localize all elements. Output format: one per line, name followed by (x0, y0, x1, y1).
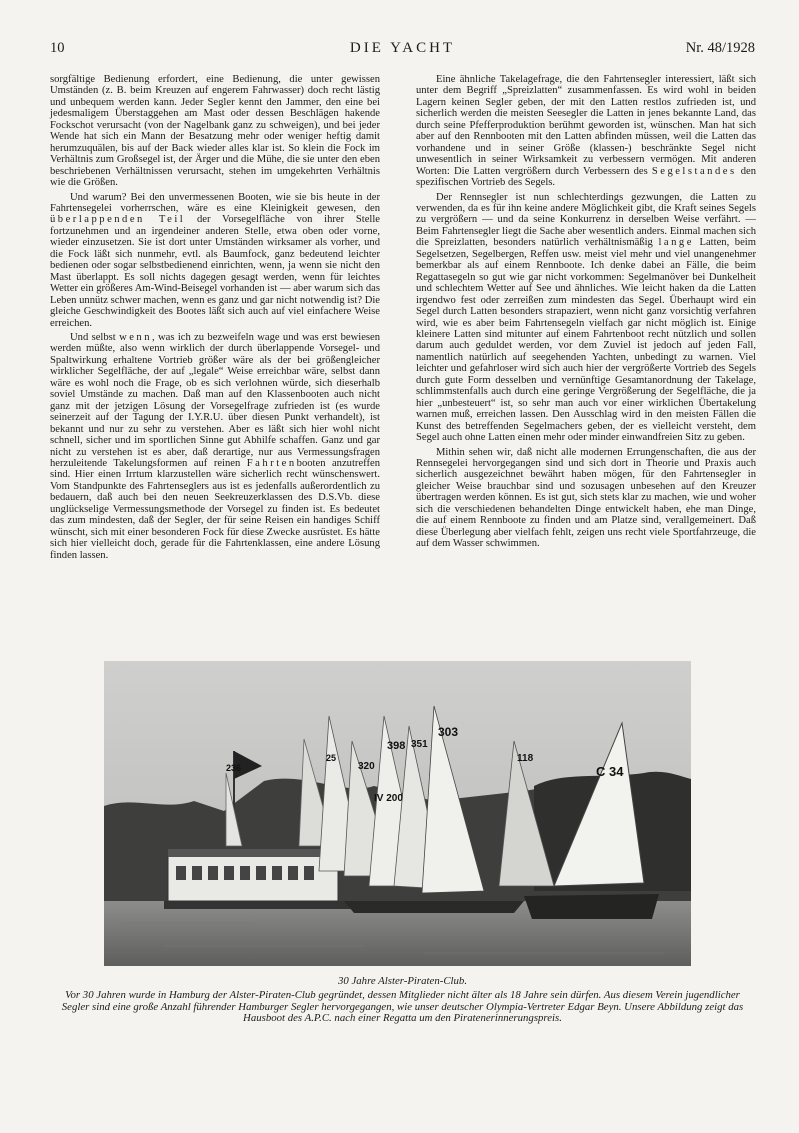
spaced-emphasis: Segelstandes (651, 165, 737, 177)
paragraph (50, 192, 380, 329)
text-run: Eine ähnliche Takelagefrage, die den Fahrtensegler interessiert, läßt sich unter dem Begriff „Spreizlatten“ zusammenfassen. Es wird wohl in beiden Lagern keinen Segler geben, der mit den Latten restlos zufrieden ist, und sicherlich werden die meisten Seesegler die Latten in jenes bekannte Land, das durch seine Pfefferproduktion berühmt geworden ist, wünschen. Man hat sich aber auf den Rennbooten mit den Latten abfinden müssen, weil die Latten das vorhandene und in seiner Größe (klassen-) beschränkte Segel nicht unwesentlich in seiner Wirksamkeit zu verbessern vermögen. Mit anderen Worten: Die Latten vergrößern durch Verbessern des (416, 74, 756, 177)
text-run: Latten, beim Segelsetzen, Segelbergen, Reffen usw. meist viel mehr und viel unangenehmer bemerkbar als auf einem Rennboote. Ich denke dabei an Fälle, die beim Regattasegeln so gut wie gar nicht vorkommen: Segelmanöver bei Dunkelheit und schlechtem Wetter auf See und ähnliches. Wie leicht haken da die Latten irgendwo fest oder zerreißen zum mindesten das Segel. Überhaupt wird ein Segel durch Latten besonders strapaziert, wenn nicht ganz vorsichtig verfahren wird, wie es aber beim Fahrtensegeln vielfach gar nicht möglich ist. Einige kleinere Latten sind mitunter auf einem Fahrtenboot recht nützlich und sollen darum auch geduldet werden, vor dem Zuviel ist jedoch auf jeden Fall, namentlich natürlich auf seegehenden Yachten, unbedingt zu warnen. Viel leichter und gefahrloser wird sich auch hier der vergrößerte Vortrieb des Segels durch gute Form desselben und vernünftige Gesamtanordnung der Takelage, schlimmstenfalls auch durch eine geringe Vergrößerung der Segelfläche, die ja hier „unbesteuert“ ist, so sehr man auch vor einer wirklichen Übertakelung warnen muß, erreichen lassen. Den Ausschlag wird in den meisten Fällen die Kunst des betreffenden Segelmachers geben, der es vielleicht versteht, dem Segel auch ohne Latten einen mehr oder minder einwandfreien Sitz zu geben. (416, 237, 756, 444)
page-header (50, 40, 755, 60)
photo-illustration (104, 661, 691, 966)
text-run: booten anzutreffen sind. Hier einen Irrtum klarzustellen wäre sicherlich recht wünschenswert. Vom Standpunkte des Fahrtenseglers aus ist es jedenfalls außerordentlich zu bedauern, daß auch bei den neuen Seekreuzerklassen des D.S.Vb. diese unglückselige Vermessungsmethode der Vorsegel zu finden ist. Es bedeutet das zum mindesten, daß der Segler, der für seine Reisen ein handiges Schiff wünscht, sich mit einer besonderen Fock für diese Zwecke ausrüstet. Es hätte sich hier vielleicht doch, gerade für die Fahrtenklassen, eine andere Lösung finden lassen. (50, 457, 381, 561)
sail-number: 236 (226, 763, 242, 773)
sail-number: 118 (517, 753, 534, 764)
page-number: 10 (50, 40, 65, 56)
issue-number: Nr. 48/1928 (685, 40, 755, 56)
sail-number: 320 (358, 761, 375, 772)
sail-number: IV 200 (374, 793, 403, 804)
paragraph (416, 74, 756, 189)
text-run: den spezifischen Vortrieb des Segels. (416, 165, 756, 189)
paragraph: Mithin sehen wir, daß nicht alle modernen Errungenschaften, die aus der Rennsegelei hervorgegangen sind und sich dort in Theorie und Praxis auch sicherlich ausgezeichnet bewährt haben mögen, für den Fahrtensegler in gleicher Weise brauchbar sind und sozusagen unbesehen auf den Kreuzer übertragen werden können. Es ist gut, sich stets klar zu machen, wie und woher sich die verschiedenen behandelten Dinge entwickelt haben, ehe man Dinge, die auf einem Rennboote zu finden und am Platze sind, verallgemeinert. Daß diese Überlegung aber vielfach fehlt, zeigen uns recht viele Sportfahrzeuge, die auf dem Wasser schwimmen. (416, 446, 756, 550)
spaced-emphasis: Fahrten (246, 457, 297, 469)
paragraph (416, 192, 756, 444)
spaced-emphasis: wenn (119, 331, 153, 343)
spaced-emphasis: überlappenden Teil (50, 214, 186, 226)
right-column (416, 74, 756, 550)
paragraph (50, 332, 380, 561)
regatta-photo (104, 661, 691, 966)
caption-text: Vor 30 Jahren wurde in Hamburg der Alster-Piraten-Club gegründet, dessen Mitglieder nicht älter als 18 Jahre sein dürfen. Aus diesem Verein jugendlicher Segler sind eine große Anzahl führender Hamburger Segler hervorgegangen, wie unser deutscher Olympia-Vertreter Edgar Beyn. Unsere Abbildung zeigt das Hausboot des A.P.C. nach einer Regatta um den Piratenerinnerungspreis. (61, 989, 744, 1024)
spaced-emphasis: lange (658, 237, 694, 249)
sail-number: 25 (326, 753, 337, 763)
text-run: Und warum? Bei den unvermessenen Booten, wie sie bis heute in der Fahrtensegelei vorherrschen, wäre es eine Kleinigkeit gewesen, den (50, 191, 380, 214)
caption-title: 30 Jahre Alster-Piraten-Club. (337, 975, 468, 987)
magazine-title: DIE YACHT (349, 40, 456, 56)
hull (524, 894, 659, 919)
text-run: Und selbst (70, 331, 120, 343)
sail-number: C 34 (596, 764, 624, 779)
sail-number: 398 (387, 740, 406, 752)
text-run: Der Rennsegler ist nun schlechterdings gezwungen, die Latten zu verwenden, da es für ihn keine andere Möglichkeit gibt, die Kraft seines Segels zu vergrößern — und da seine Konkurrenz in derselben Weise verfährt. — Beim Fahrtensegler liegt die Sache aber wesentlich anders. Einmal machen sich die Spreizlatten, besonders natürlich verhältnismäßig (416, 191, 756, 249)
text-run: , was ich zu bezweifeln wage und was erst bewiesen werden müßte, also wenn wirklich der durch überlappende Vorsegel- und Spaltwirkung erhaltene Vortrieb größer wäre als der bei größengleicher wirklicher Segelfläche, der auf „legale“ Weise erreichbar wäre, selbst dann wäre es wohl noch die Frage, ob es sich verlohnen würde, sich dieserhalb soviel Umstände zu machen. Daß man auf den Klassenbooten auch nicht ganz mit der jetzigen Lösung der Vorsegelfrage zufrieden ist (es wurde seinerzeit auf der Tagung der I.Y.R.U. über diesen Punkt verhandelt), ist bekannt und nur zu sehr zu verstehen. Aber es läßt sich hier wohl nicht schnell, sicher und im sportlichen Sinne gut Abhilfe schaffen. Ganz und gar nicht zu verstehen ist es aber, daß derartige, nur aus Vermessungsfragen herzuleitende Takelungsformen auf reinen (50, 331, 381, 469)
sail-number: 351 (411, 739, 428, 750)
left-column (50, 74, 380, 561)
text-run: der Vorsegelfläche von ihrer Stelle fortzunehmen und an irgendeiner anderen Stelle, etwa oben oder vorne, wieder einzusetzen. Sie ist dort unter Umständen wirksamer als vorher, und die Fock läßt sich nunmehr, evtl. als Baumfock, ganz bedeutend leichter bedienen oder sogar selbstbedienend einrichten, wenn, ja wenn sie nicht den Mast überlappt. Es soll nichts dagegen gesagt werden, wenn für leichtes Wetter ein größeres Am-Wind-Beisegel vorhanden ist — aber warum sich das Leben unnütz schwer machen, wenn es ganz und gar nicht notwendig ist? Die gleiche Geschwindigkeit des Bootes läßt sich auch auf viel einfachere Weise erreichen. (50, 214, 381, 329)
paragraph: sorgfältige Bedienung erfordert, eine Bedienung, die unter gewissen Umständen (z. B. beim Kreuzen auf engerem Fahrwasser) doch recht lästig und unbequem werden kann. Jeder Segler kennt den Jammer, den eine bei jedesmaligem Überstaggehen am Mast oder dessen Beschlägen hakende Fockschot verursacht (von der Nagelbank ganz zu schweigen), und bei jeder Wende hat sich ein Mann der Besatzung mehr oder weniger heftig damit herumzuquälen, bis auf der Back wieder alles klar ist. So klein die Fock im Verhältnis zum Großsegel ist, der Ärger und die Mühe, die sie unter den eben beschriebenen Verhältnissen verursacht, stehen im umgekehrten Verhältnis wie die Größen. (50, 74, 380, 189)
sail-number: 303 (438, 725, 459, 739)
